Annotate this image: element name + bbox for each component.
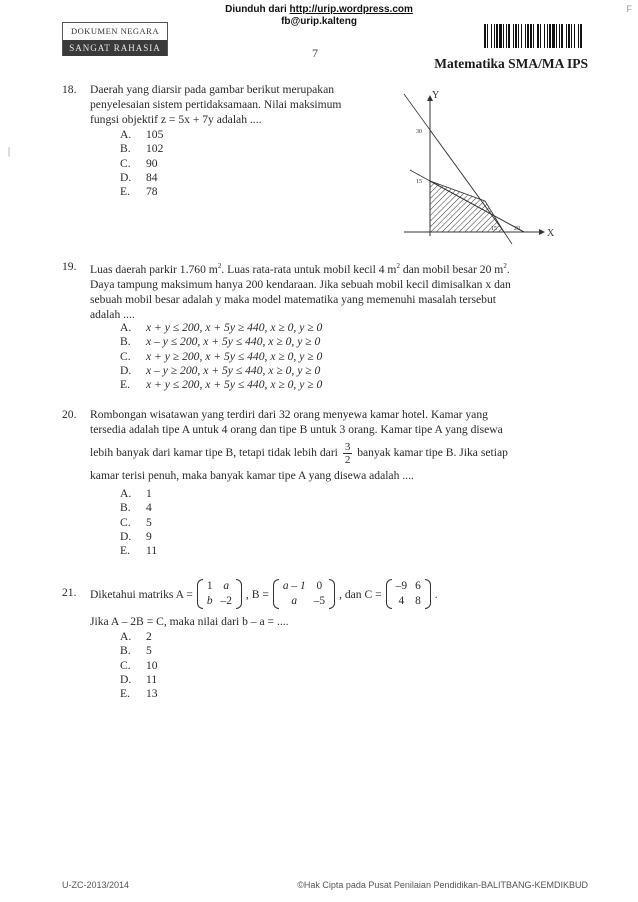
barcode-bar — [525, 24, 526, 48]
document-stamp — [62, 22, 168, 56]
barcode-bar — [556, 24, 557, 48]
question-text — [90, 82, 408, 127]
question-text — [90, 407, 592, 483]
question-19 — [62, 259, 592, 401]
barcode-bar — [508, 24, 510, 48]
question-line: Daerah yang diarsir pada gambar berikut merupakan — [90, 83, 335, 96]
barcode-bar — [574, 24, 575, 48]
question-line: penyelesaian sistem pertidaksamaan. Nilai maksimum — [90, 98, 342, 111]
barcode-bar — [513, 24, 514, 48]
feasible-region-graph — [384, 86, 594, 246]
question-line: kamar terisi penuh, maka banyak kamar tipe A yang disewa adalah .... — [90, 469, 414, 482]
option-c[interactable]: C. 10 — [120, 658, 158, 672]
page-number: 7 — [312, 46, 318, 60]
question-line: adalah .... — [90, 307, 135, 321]
x-tick-label: 15 — [491, 226, 497, 232]
barcode-bar — [566, 24, 567, 48]
barcode-bar — [527, 24, 529, 48]
barcode-bar — [521, 24, 522, 48]
option-d[interactable]: D. 84 — [120, 170, 158, 184]
question-20 — [62, 407, 592, 567]
corner-mark: F — [626, 4, 632, 14]
barcode-bar — [537, 24, 539, 48]
question-number: 20. — [62, 408, 77, 421]
barcode-bar — [494, 24, 495, 48]
barcode-bar — [559, 24, 560, 48]
option-b[interactable]: B. 102 — [120, 142, 164, 156]
answer-options — [120, 630, 158, 701]
question-line: fungsi objektif z = 5x + 7y adalah .... — [90, 113, 262, 126]
shaded-region — [430, 181, 504, 232]
stamp-bottom-label: SANGAT RAHASIA — [63, 40, 167, 56]
answer-options — [120, 487, 157, 558]
question-line: lebih banyak dari kamar tipe B, tetapi tidak lebih dari $\frac{3}{2}$ banyak kamar tipe B. Jika setiap — [90, 441, 508, 466]
barcode-bar — [518, 24, 519, 48]
barcode-bar — [552, 24, 555, 48]
question-line: Luas daerah parkir 1.760 $m^2$. Luas rata-rata untuk mobil kecil 4 $m^2$ dan mobil besar 20 $m^2$. — [90, 262, 510, 276]
barcode-bar — [571, 24, 572, 48]
option-e[interactable]: E. 78 — [120, 185, 158, 199]
option-a[interactable]: A. x + y ≤ 200, x + 5y ≥ 440, x ≥ 0, y ≥ 0 — [120, 321, 323, 334]
option-a[interactable]: A. 1 — [120, 487, 152, 500]
option-b[interactable]: B. x – y ≤ 200, x + 5y ≤ 440, x ≥ 0, y ≥ 0 — [120, 335, 321, 349]
barcode-bar — [547, 24, 548, 48]
barcode-bar — [496, 24, 498, 48]
option-d[interactable]: D. x – y ≥ 200, x + 5y ≤ 440, x ≥ 0, y ≥ 0 — [120, 363, 321, 377]
option-d[interactable]: D. 11 — [120, 672, 158, 686]
matrix-c: –9 6 4 8 — [386, 579, 431, 609]
x-tick-label: 20 — [514, 226, 520, 232]
barcode-bar — [506, 24, 507, 48]
option-e[interactable]: E. x + y ≤ 200, x + 5y ≤ 440, x ≥ 0, y ≥ 0 — [120, 378, 323, 392]
answer-options — [120, 128, 163, 199]
y-tick-label: 30 — [416, 129, 422, 135]
question-line: tersedia adalah tipe A untuk 4 orang dan tipe B untuk 3 orang. Kamar tipe A yang disewa — [90, 423, 503, 436]
barcode-bar — [499, 24, 502, 48]
barcode-bar — [530, 24, 532, 48]
barcode-bar — [549, 24, 551, 48]
option-a[interactable]: A. 2 — [120, 630, 152, 643]
stamp-top-label: DOKUMEN NEGARA — [71, 26, 159, 36]
source-url-link[interactable]: http://urip.wordpress.com — [289, 4, 413, 15]
footer-code: U-ZC-2013/2014 — [62, 880, 130, 890]
source-label: Diunduh dari — [225, 4, 290, 15]
question-line: sebuah mobil besar adalah y maka model matematika yang memenuhi masalah tersebut — [90, 292, 496, 306]
barcode-bar — [515, 24, 517, 48]
contact-line: fb@urip.kalteng — [281, 16, 357, 27]
barcode-bar — [533, 24, 534, 48]
option-b[interactable]: B. 4 — [120, 501, 152, 515]
barcode-bar — [484, 24, 486, 48]
option-b[interactable]: B. 5 — [120, 644, 152, 658]
y-axis-label: Y — [432, 90, 440, 101]
option-a[interactable]: A. 105 — [120, 128, 164, 141]
question-number: 21. — [62, 586, 77, 599]
footer-copyright: ©Hak Cipta pada Pusat Penilaian Pendidikan-BALITBANG-KEMDIKBUD — [297, 880, 588, 890]
y-tick-label: 15 — [416, 179, 422, 185]
question-text — [90, 576, 592, 629]
option-c[interactable]: C. x + y ≥ 200, x + 5y ≤ 440, x ≥ 0, y ≥ 0 — [120, 349, 323, 363]
question-number: 18. — [62, 83, 77, 96]
option-e[interactable]: E. 13 — [120, 687, 158, 701]
x-axis-label: X — [547, 228, 555, 239]
subject-title: Matematika SMA/MA IPS — [434, 56, 588, 71]
barcode-bar — [487, 24, 488, 48]
extension-line-1 — [404, 94, 430, 130]
barcode-bar — [561, 24, 563, 48]
matrix-a: 1 a b –2 — [197, 579, 242, 609]
margin-mark: | — [8, 146, 11, 157]
question-line: Daya tampung maksimum hanya 200 kendaraan. Jika sebuah mobil kecil dimisalkan x dan — [90, 277, 511, 291]
answer-options — [120, 321, 322, 392]
question-line: Jika A – 2B = C, maka nilai dari b – a = .... — [90, 615, 289, 628]
barcode-bar — [540, 24, 541, 48]
extension-line-2 — [504, 232, 512, 244]
option-d[interactable]: D. 9 — [120, 529, 152, 543]
barcode-bar — [580, 24, 582, 48]
option-e[interactable]: E. 11 — [120, 544, 158, 558]
barcode-bar — [544, 24, 545, 48]
question-21 — [62, 576, 592, 716]
fraction: $\frac{3}{2}$ — [344, 441, 351, 466]
barcode-bar — [578, 24, 579, 48]
option-c[interactable]: C. 5 — [120, 515, 152, 529]
barcode-bar — [568, 24, 570, 48]
option-c[interactable]: C. 90 — [120, 156, 158, 170]
matrix-b: a – 1 0 a –5 — [273, 579, 335, 609]
question-text — [90, 259, 592, 322]
barcode-icon — [484, 24, 582, 48]
barcode-bar — [503, 24, 504, 48]
question-number: 19. — [62, 260, 77, 273]
barcode-bar — [491, 24, 492, 48]
question-line: Rombongan wisatawan yang terdiri dari 32 orang menyewa kamar hotel. Kamar yang — [90, 408, 488, 421]
question-line: Diketahui matriks A = 1 a b –2 , B = a – 1 0 a –5 , dan C = –9 6 4 8 . — [90, 580, 438, 607]
